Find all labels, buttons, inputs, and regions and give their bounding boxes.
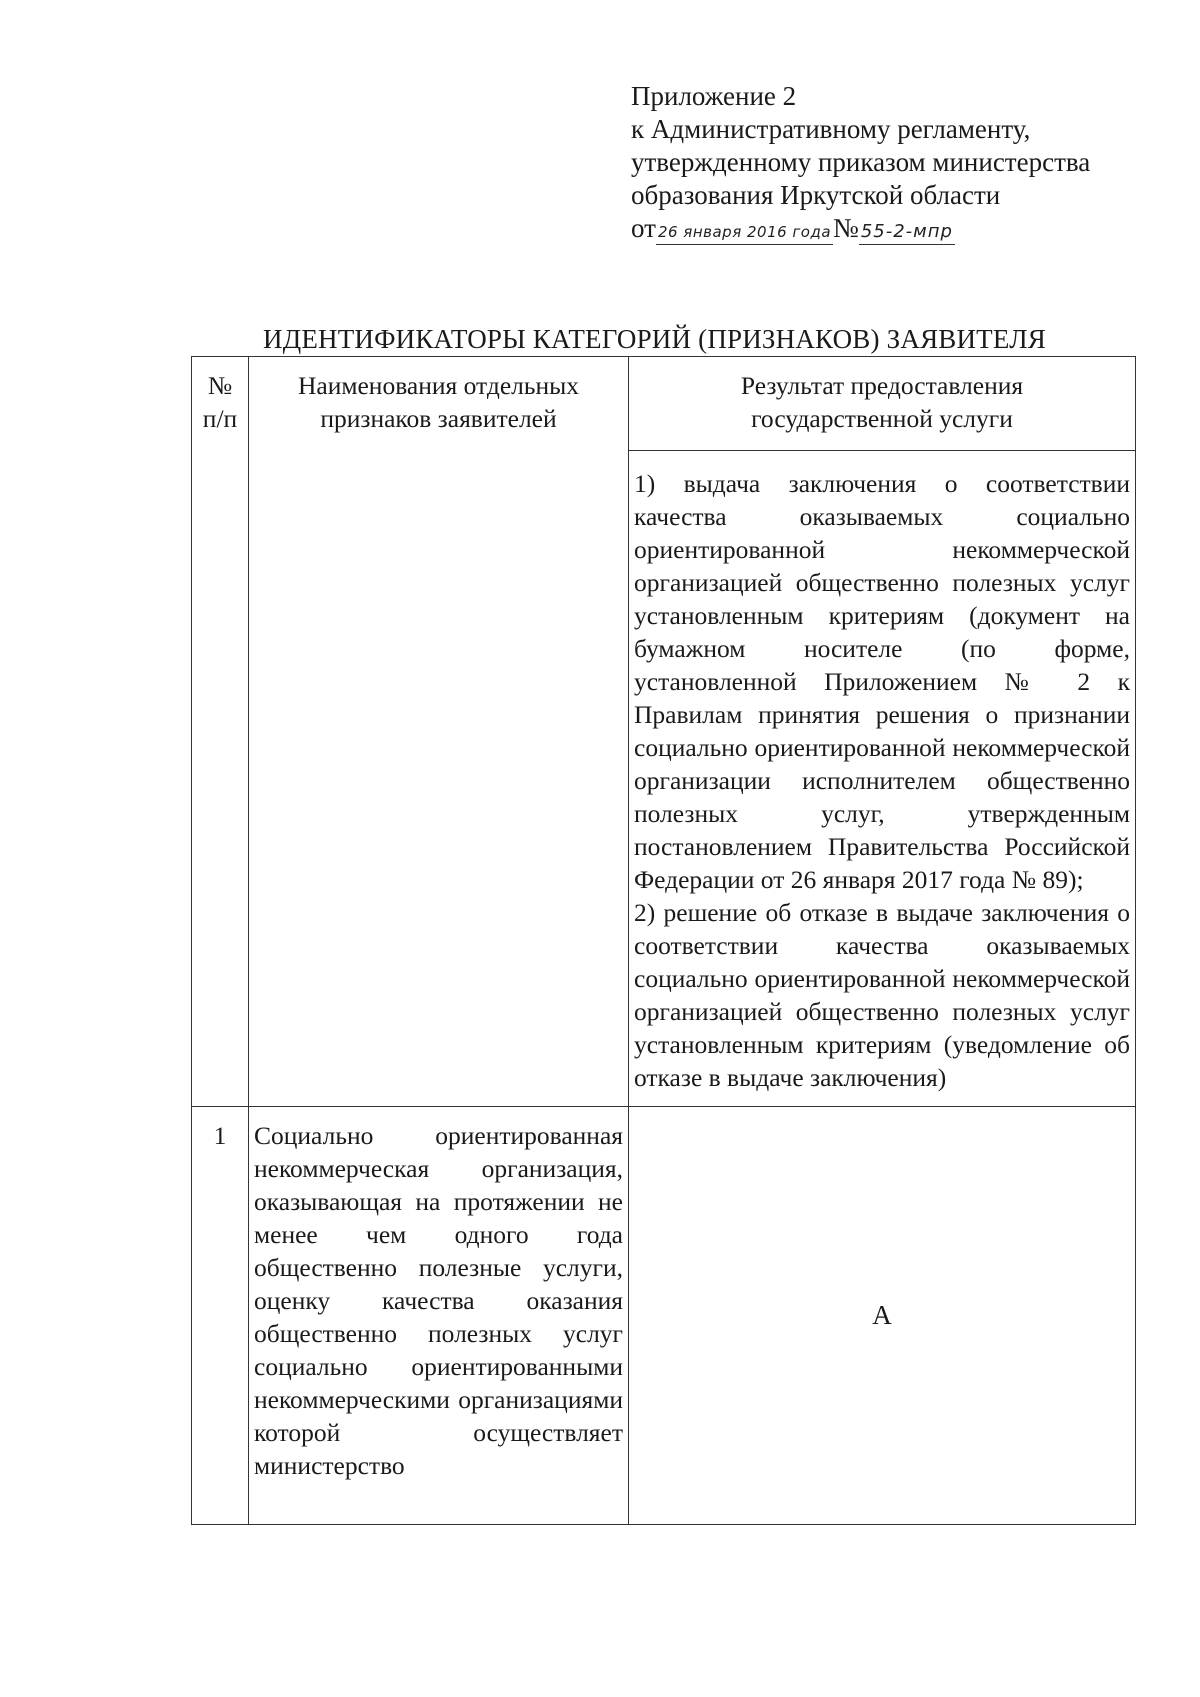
results-cell: [629, 451, 1136, 1107]
number-prefix: №: [833, 213, 859, 243]
from-prefix: от: [631, 213, 656, 243]
appendix-date-number-line: [631, 212, 1151, 245]
table-header-row: [192, 357, 1136, 451]
header-num: № п/п: [192, 357, 249, 1107]
row-value: А: [629, 1107, 1136, 1525]
header-name: Наименования отдельных признаков заявителей: [249, 357, 629, 1107]
appendix-number: Приложение 2: [631, 81, 797, 111]
document-title: ИДЕНТИФИКАТОРЫ КАТЕГОРИЙ (ПРИЗНАКОВ) ЗАЯВИТЕЛЯ: [263, 324, 1046, 354]
row-number: 1: [192, 1107, 249, 1525]
table-row: [192, 1107, 1136, 1525]
result-item-1: 1) выдача заключения о соответствии качества оказываемых социально ориентированной некоммерческой организацией общественно полезных услуг установленным критериям (документ на бумажном носителе (по форме, установленной Приложением № 2 к Правилам принятия решения о признании социально ориентированной некоммерческой организации исполнителем общественно полезных услуг, утвержденным постановлением Правительства Российской Федерации от 26 января 2017 года № 89);: [634, 469, 1130, 894]
appendix-ministry: образования Иркутской области: [631, 180, 1001, 210]
handwritten-order-number: 55-2-мпр: [859, 220, 955, 245]
result-item-2: 2) решение об отказе в выдаче заключения о соответствии качества оказываемых социально ориентированной некоммерческой организацией общественно полезных услуг установленным критериям (уведомление об отказе в выдаче заключения): [634, 898, 1130, 1092]
appendix-header: [631, 80, 1151, 245]
appendix-approved-by: утвержденному приказом министерства: [631, 147, 1091, 177]
row-name-cell: [249, 1107, 629, 1525]
identifiers-table: [191, 356, 1136, 1525]
header-result: Результат предоставления государственной услуги: [629, 357, 1136, 451]
row-name: Социально ориентированная некоммерческая организация, оказывающая на протяжении не менее чем одного года общественно полезные услуги, оценку качества оказания общественно полезных услуг социально ориентированными некоммерческими организациями которой осуществляет министерство: [254, 1121, 623, 1480]
handwritten-date: 26 января 2016 года: [656, 220, 833, 245]
appendix-regulation: к Административному регламенту,: [631, 114, 1031, 144]
